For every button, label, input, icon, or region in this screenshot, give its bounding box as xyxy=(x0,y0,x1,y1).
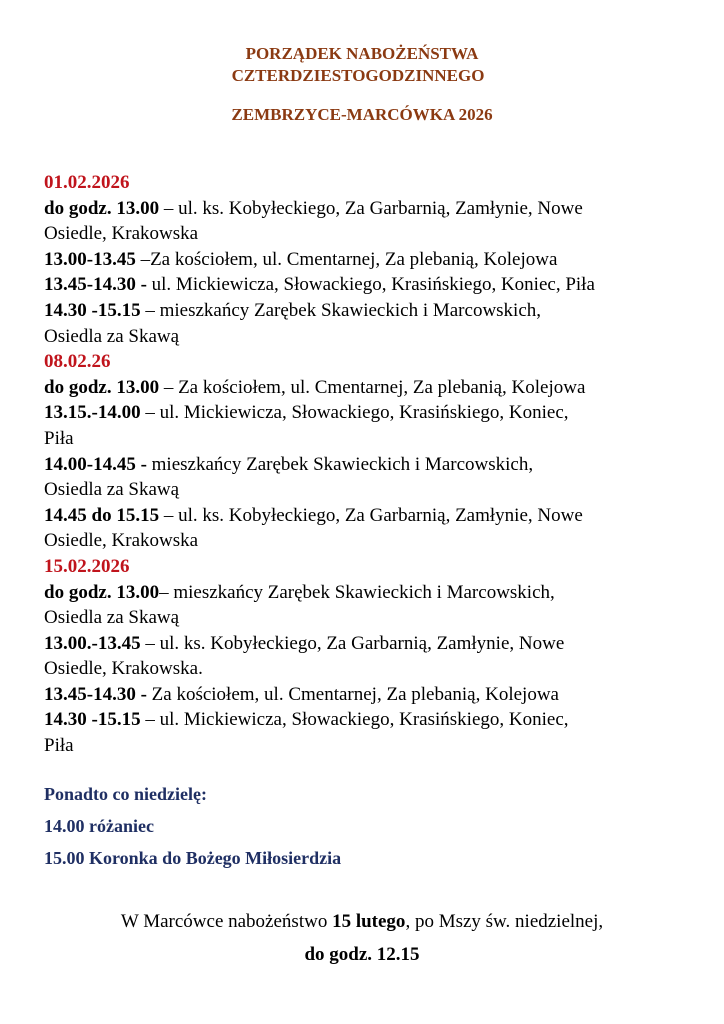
schedule-line xyxy=(44,272,694,298)
footer-text-2: , po Mszy św. niedzielnej, xyxy=(405,911,604,932)
schedule-text: – ul. ks. Kobyłeckiego, Za Garbarnią, Zamłynie, Nowe xyxy=(159,504,583,526)
schedule-text: – mieszkańcy Zarębek Skawieckich i Marcowskich, xyxy=(159,581,555,603)
schedule-line xyxy=(44,528,694,554)
schedule-line xyxy=(44,477,694,503)
schedule-line xyxy=(44,503,694,529)
schedule-time: do godz. 13.00 xyxy=(44,376,160,398)
schedule-time: do godz. 13.00 xyxy=(44,197,160,219)
day-date: 08.02.26 xyxy=(44,351,111,373)
schedule-text: – Za kościołem, ul. Cmentarnej, Za plebanią, Kolejowa xyxy=(159,376,586,398)
schedule-line xyxy=(44,247,694,273)
schedule-line xyxy=(44,400,694,426)
schedule-text: – ul. Mickiewicza, Słowackiego, Krasińskiego, Koniec, xyxy=(140,709,569,731)
schedule-text: Osiedle, Krakowska xyxy=(44,223,199,245)
schedule-line xyxy=(44,375,694,401)
schedule-text: Piła xyxy=(44,735,74,757)
schedule-text: Osiedle, Krakowska xyxy=(44,530,199,552)
title-line-1: PORZĄDEK NABOŻEŃSTWA xyxy=(245,44,479,63)
schedule-text: Piła xyxy=(44,427,74,449)
schedule-time: 14.30 -15.15 xyxy=(44,709,141,731)
schedule-text: Osiedla za Skawą xyxy=(44,479,180,501)
extra-heading: Ponadto co niedzielę: xyxy=(44,784,207,804)
schedule-time: do godz. 13.00 xyxy=(44,581,160,603)
footer-note xyxy=(0,910,724,934)
schedule-time: 13.00-13.45 xyxy=(44,248,136,270)
schedule xyxy=(44,170,694,759)
schedule-time: 13.15.-14.00 xyxy=(44,402,141,424)
extra-item-chaplet: 15.00 Koronka do Bożego Miłosierdzia xyxy=(44,848,342,868)
schedule-line xyxy=(44,605,694,631)
schedule-text: Osiedle, Krakowska. xyxy=(44,658,203,680)
schedule-line xyxy=(44,298,694,324)
extra-item-rosary: 14.00 różaniec xyxy=(44,816,154,836)
schedule-line xyxy=(44,656,694,682)
schedule-text: –Za kościołem, ul. Cmentarnej, Za plebanią, Kolejowa xyxy=(135,248,558,270)
schedule-line xyxy=(44,580,694,606)
title-line-3: ZEMBRZYCE-MARCÓWKA 2026 xyxy=(231,105,493,124)
schedule-line xyxy=(44,452,694,478)
schedule-text: mieszkańcy Zarębek Skawieckich i Marcowskich, xyxy=(146,453,534,475)
day-date: 01.02.2026 xyxy=(44,172,130,193)
schedule-time: 13.00.-13.45 xyxy=(44,632,141,654)
schedule-line xyxy=(44,682,694,708)
schedule-text: – mieszkańcy Zarębek Skawieckich i Marcowskich, xyxy=(140,299,542,321)
title-line-2: CZTERDZIESTOGODZINNEGO xyxy=(231,66,485,85)
schedule-text: Osiedla za Skawą xyxy=(44,325,180,347)
schedule-text: Za kościołem, ul. Cmentarnej, Za plebanią, Kolejowa xyxy=(146,683,559,705)
schedule-line xyxy=(44,426,694,452)
footer-date: 15 lutego xyxy=(332,911,406,932)
footer-text-1: W Marcówce nabożeństwo xyxy=(120,911,333,932)
day-date: 15.02.2026 xyxy=(44,555,130,577)
schedule-text: – ul. Mickiewicza, Słowackiego, Krasińskiego, Koniec, xyxy=(140,402,569,424)
schedule-line xyxy=(44,707,694,733)
schedule-time: 14.30 -15.15 xyxy=(44,299,141,321)
schedule-text: Osiedla za Skawą xyxy=(44,607,180,629)
footer-time: do godz. 12.15 xyxy=(304,944,420,965)
schedule-line xyxy=(44,221,694,247)
schedule-text: ul. Mickiewicza, Słowackiego, Krasińskiego, Koniec, Piła xyxy=(146,274,595,296)
schedule-text: – ul. ks. Kobyłeckiego, Za Garbarnią, Zamłynie, Nowe xyxy=(140,632,565,654)
schedule-time: 14.00-14.45 - xyxy=(44,453,147,475)
schedule-time: 13.45-14.30 - xyxy=(44,683,147,705)
schedule-line xyxy=(44,733,694,759)
schedule-time: 13.45-14.30 - xyxy=(44,274,147,296)
schedule-line xyxy=(44,324,694,350)
schedule-line xyxy=(44,196,694,222)
schedule-line xyxy=(44,631,694,657)
schedule-time: 14.45 do 15.15 xyxy=(44,504,160,526)
schedule-text: – ul. ks. Kobyłeckiego, Za Garbarnią, Zamłynie, Nowe xyxy=(159,197,583,219)
